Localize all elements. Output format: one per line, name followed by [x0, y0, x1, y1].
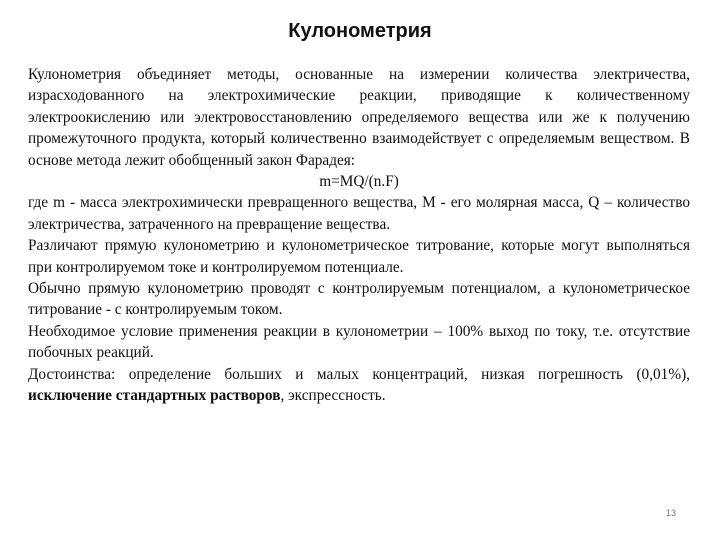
paragraph-condition: Необходимое условие применения реакции в кулонометрии – 100% выход по току, т.е. отсутствие побочных реакций. — [28, 322, 690, 362]
paragraph-types: Различают прямую кулонометрию и кулонометрическое титрование, которые могут выполняться при контролируемом токе и контролируемом потенциале. — [28, 237, 690, 276]
faraday-formula: m=MQ/(n.F) — [319, 173, 399, 191]
advantages-end: , экспрессность. — [280, 387, 386, 405]
advantages-bold: исключение стандартных растворов — [28, 387, 281, 405]
page-number: 13 — [665, 508, 676, 518]
body-text — [28, 64, 690, 407]
advantages-start: Достоинства: определение больших и малых концентраций, низкая погрешность (0,01%), — [28, 365, 690, 383]
page-title: Кулонометрия — [288, 20, 432, 42]
paragraph-definitions: где m - масса электрохимически превращенного вещества, М - его молярная масса, Q – количество электричества, затраченного на превращение вещества. — [28, 194, 690, 233]
paragraph-advantages — [28, 364, 690, 407]
paragraph-control: Обычно прямую кулонометрию проводят с контролируемым потенциалом, а кулонометрическое титрование - с контролируемым током. — [28, 280, 690, 319]
paragraph-intro: Кулонометрия объединяет методы, основанные на измерении количества электричества, израсходованного на электрохимические реакции, приводящие к количественному электроокислению или электровосстановлению определяемого вещества или же к получению промежуточного продукта, который количественно взаимодействует с определяемым веществом. В основе метода лежит обобщенный закон Фарадея: — [28, 66, 690, 169]
